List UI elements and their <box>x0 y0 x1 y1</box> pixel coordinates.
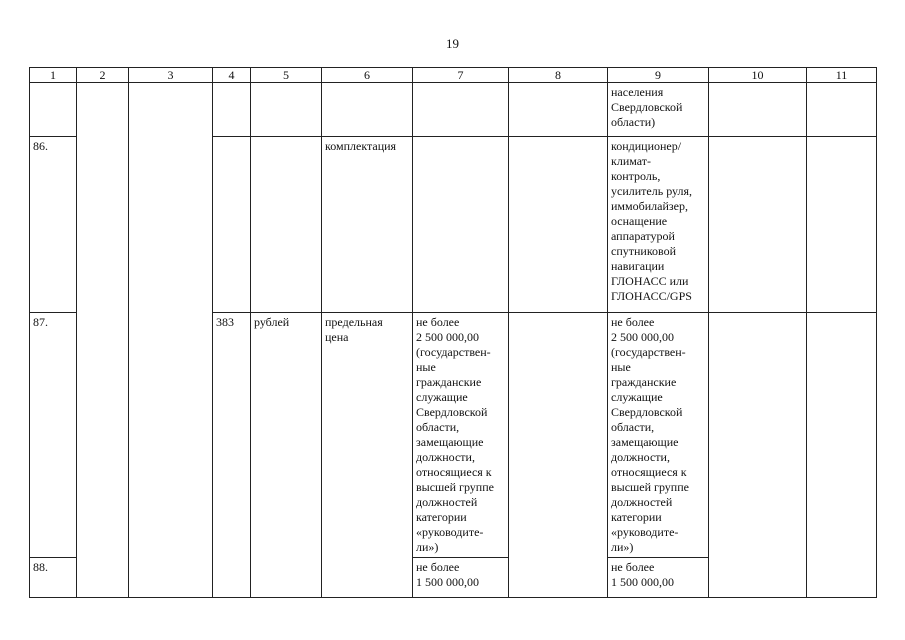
cell-col11 <box>807 137 877 313</box>
cell-col8 <box>509 137 608 313</box>
cell-col2 <box>77 83 129 598</box>
cell-unit <box>251 83 322 137</box>
cell-characteristic <box>322 83 413 137</box>
column-header: 8 <box>509 68 608 83</box>
column-header: 10 <box>709 68 807 83</box>
cell-code: 383 <box>213 313 251 598</box>
column-header: 3 <box>129 68 213 83</box>
column-header: 9 <box>608 68 709 83</box>
cell-col10 <box>709 137 807 313</box>
cell-value <box>413 137 509 313</box>
column-header: 7 <box>413 68 509 83</box>
row-number <box>30 83 77 137</box>
cell-code <box>213 83 251 137</box>
cell-unit <box>251 137 322 313</box>
row-number: 87. <box>30 313 77 558</box>
column-header: 11 <box>807 68 877 83</box>
cell-col10 <box>709 313 807 598</box>
table-row <box>30 83 877 137</box>
column-number-row <box>30 68 877 83</box>
cell-col11 <box>807 83 877 137</box>
cell-value: не более 2 500 000,00 (государствен- ные гражданские служащие Свердловской области, замещающие должности, относящиеся к высшей группе должностей категории «руководите- ли») <box>413 313 509 558</box>
cell-col11 <box>807 313 877 598</box>
row-number: 88. <box>30 558 77 598</box>
column-header: 5 <box>251 68 322 83</box>
cell-approved-value: населения Свердловской области) <box>608 83 709 137</box>
column-header: 2 <box>77 68 129 83</box>
cell-col8 <box>509 83 608 137</box>
cell-col3 <box>129 83 213 598</box>
cell-approved-value: не более 2 500 000,00 (государствен- ные гражданские служащие Свердловской области, замещающие должности, относящиеся к высшей группе должностей категории «руководите- ли») <box>608 313 709 558</box>
cell-unit: рублей <box>251 313 322 598</box>
cell-approved-value: кондиционер/ климат- контроль, усилитель руля, иммобилайзер, оснащение аппаратурой спутниковой навигации ГЛОНАСС или ГЛОНАСС/GPS <box>608 137 709 313</box>
regulation-table <box>29 67 877 598</box>
cell-code <box>213 137 251 313</box>
cell-value: не более 1 500 000,00 <box>413 558 509 598</box>
page-number: 19 <box>446 36 459 51</box>
cell-col8 <box>509 313 608 598</box>
column-header: 1 <box>30 68 77 83</box>
cell-characteristic: предельная цена <box>322 313 413 598</box>
cell-approved-value: не более 1 500 000,00 <box>608 558 709 598</box>
cell-value <box>413 83 509 137</box>
cell-characteristic: комплектация <box>322 137 413 313</box>
cell-col10 <box>709 83 807 137</box>
row-number: 86. <box>30 137 77 313</box>
column-header: 6 <box>322 68 413 83</box>
column-header: 4 <box>213 68 251 83</box>
